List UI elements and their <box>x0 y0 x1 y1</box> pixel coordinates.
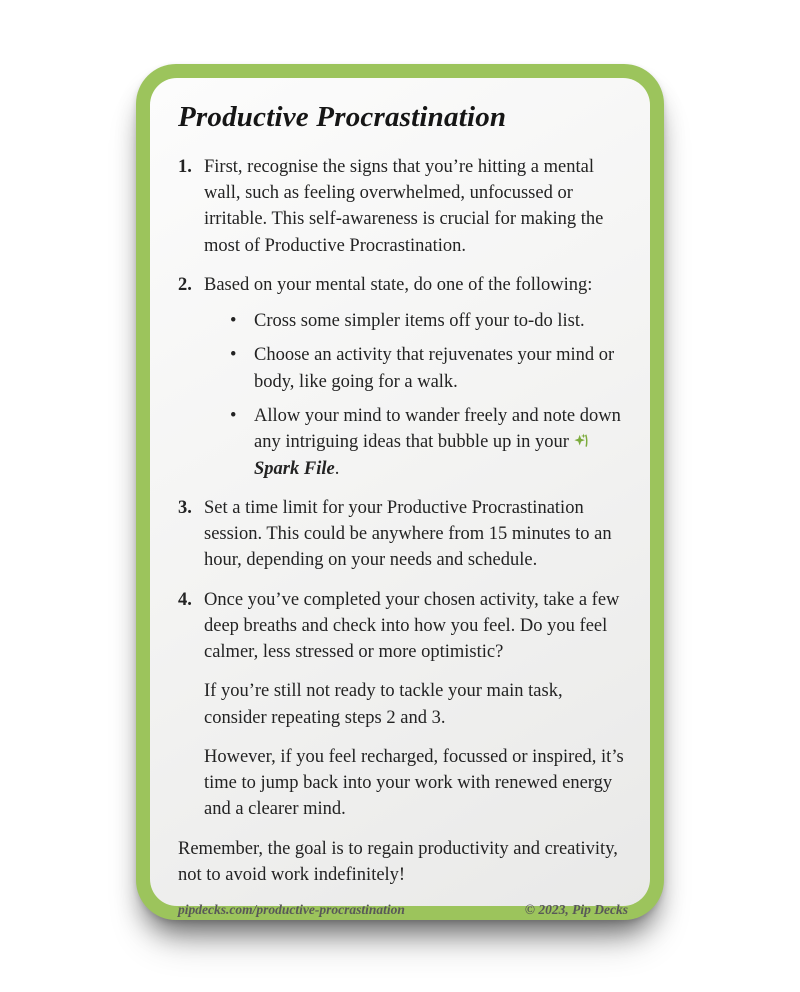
followup-paragraph-1: If you’re still not ready to tackle your main task, consider repeating steps 2 and 3. <box>204 681 563 728</box>
card-footer <box>178 888 628 919</box>
step-item-2 <box>178 272 628 482</box>
bullet-text-lead: Allow your mind to wander freely and note down any intriguing ideas that bubble up in your <box>254 406 621 453</box>
step-number: 4. <box>178 589 192 610</box>
step-number: 3. <box>178 497 192 518</box>
spark-file-label: Spark File <box>254 458 335 479</box>
tactic-card <box>136 64 664 920</box>
bullet-marker: • <box>230 345 237 366</box>
footer-url: pipdecks.com/productive-procrastination <box>178 902 405 918</box>
bullet-text <box>254 403 628 482</box>
bullet-list <box>204 308 628 482</box>
step-text: Once you’ve completed your chosen activity, take a few deep breaths and check into how you feel. Do you feel calmer, less stressed or more optimistic? <box>204 589 620 663</box>
bullet-text: Choose an activity that rejuvenates your mind or body, like going for a walk. <box>254 345 615 392</box>
step-item-1 <box>178 154 628 259</box>
card-inner <box>150 78 650 918</box>
step-item-4 <box>178 587 628 666</box>
closing-paragraph: Remember, the goal is to regain productivity and creativity, not to avoid work indefinitely! <box>178 838 618 885</box>
step-text: First, recognise the signs that you’re hitting a mental wall, such as feeling overwhelmed, unfocussed or irritable. This self-awareness is crucial for making the most of Productive Procrastination. <box>204 156 604 256</box>
bullet-item <box>230 342 628 395</box>
spark-icon <box>574 432 591 449</box>
bullet-text: Cross some simpler items off your to-do list. <box>254 311 585 332</box>
followup-paragraph-2: However, if you feel recharged, focussed or inspired, it’s time to jump back into your work with renewed energy and a clearer mind. <box>204 746 624 820</box>
bullet-item <box>230 308 628 334</box>
footer-copyright: © 2023, Pip Decks <box>524 902 628 918</box>
bullet-marker: • <box>230 311 237 332</box>
step-item-3 <box>178 495 628 574</box>
step-number: 1. <box>178 156 192 177</box>
step-text: Based on your mental state, do one of the following: <box>204 274 593 295</box>
card-title: Productive Procrastination <box>178 101 507 133</box>
step-text: Set a time limit for your Productive Procrastination session. This could be anywhere from 15 minutes to an hour, depending on your needs and schedule. <box>204 497 612 571</box>
bullet-item <box>230 403 628 482</box>
bullet-marker: • <box>230 406 237 427</box>
step-number: 2. <box>178 274 192 295</box>
spark-file-suffix: . <box>334 458 340 479</box>
step-body <box>204 272 628 482</box>
